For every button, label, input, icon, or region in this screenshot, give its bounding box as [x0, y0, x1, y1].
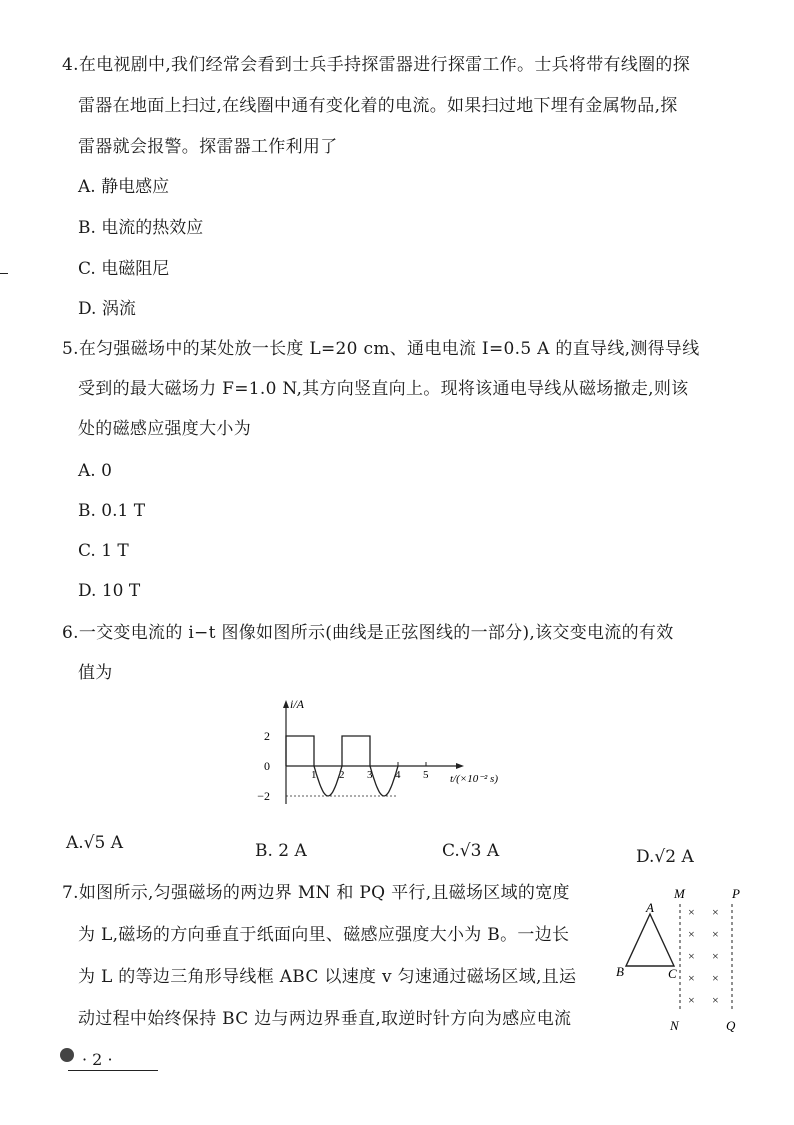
field-cross-mark: ×	[688, 905, 695, 919]
label-Q: Q	[726, 1018, 736, 1033]
field-cross-mark: ×	[712, 905, 719, 919]
footer-rule	[68, 1070, 158, 1071]
field-cross-mark: ×	[688, 971, 695, 985]
field-cross-mark: ×	[688, 949, 695, 963]
y-tick-label: 2	[264, 729, 270, 743]
q5-line-3: 处的磁感应强度大小为	[78, 419, 251, 439]
q6-option-c: C.√3 A	[442, 841, 500, 861]
q4-option-a: A. 静电感应	[78, 177, 170, 197]
q4-option-d: D. 涡流	[78, 299, 136, 319]
y-tick-label: 0	[264, 759, 270, 773]
q6-line-1: 6.一交变电流的 i−t 图像如图所示(曲线是正弦图线的一部分),该交变电流的有效	[62, 623, 674, 643]
sine-half-segment	[370, 766, 398, 796]
q4-line-2: 雷器在地面上扫过,在线圈中通有变化着的电流。如果扫过地下埋有金属物品,探	[78, 96, 678, 116]
field-cross-mark: ×	[688, 927, 695, 941]
field-cross-mark: ×	[688, 993, 695, 1007]
q4-option-b: B. 电流的热效应	[78, 218, 204, 238]
page-number: · 2 ·	[82, 1050, 113, 1069]
square-pulse-segment	[286, 736, 314, 766]
q7-line-1: 7.如图所示,匀强磁场的两边界 MN 和 PQ 平行,且磁场区域的宽度	[62, 883, 570, 903]
q6-option-b: B. 2 A	[255, 841, 307, 861]
triangle-ABC	[626, 914, 674, 966]
q7-line-3: 为 L 的等边三角形导线框 ABC 以速度 v 匀速通过磁场区域,且运	[78, 967, 577, 987]
x-tick-label: 2	[339, 769, 345, 781]
field-cross-mark: ×	[712, 949, 719, 963]
footer-logo-icon	[60, 1048, 74, 1062]
field-cross-mark: ×	[712, 927, 719, 941]
field-cross-mark: ×	[712, 971, 719, 985]
y-axis-label: i/A	[290, 697, 304, 711]
label-P: P	[732, 886, 740, 901]
y-tick-label: −2	[257, 789, 270, 803]
q6-line-2: 值为	[78, 663, 113, 683]
field-cross-mark: ×	[712, 993, 719, 1007]
q5-line-2: 受到的最大磁场力 F=1.0 N,其方向竖直向上。现将该通电导线从磁场撤走,则该	[78, 379, 689, 399]
square-pulse-segment	[342, 736, 370, 766]
label-M: M	[674, 886, 685, 901]
x-axis-arrow	[456, 763, 464, 769]
x-tick-label: 4	[395, 769, 401, 781]
current-time-chart	[250, 692, 550, 822]
sine-half-segment	[314, 766, 342, 796]
label-B: B	[616, 964, 624, 979]
margin-mark	[0, 273, 8, 274]
q4-line-1: 4.在电视剧中,我们经常会看到士兵手持探雷器进行探雷工作。士兵将带有线圈的探	[62, 55, 691, 75]
label-C: C	[668, 966, 677, 981]
q4-option-c: C. 电磁阻尼	[78, 259, 170, 279]
q5-option-a: A. 0	[78, 461, 112, 481]
q5-option-b: B. 0.1 T	[78, 501, 146, 521]
label-N: N	[670, 1018, 679, 1033]
q5-option-c: C. 1 T	[78, 541, 129, 561]
q6-option-a: A.√5 A	[66, 833, 124, 853]
x-tick-label: 5	[423, 769, 429, 781]
magnetic-field-figure	[608, 880, 758, 1040]
y-axis-arrow	[283, 700, 289, 708]
q4-line-3: 雷器就会报警。探雷器工作利用了	[78, 137, 338, 157]
x-tick-label: 3	[367, 769, 373, 781]
q5-line-1: 5.在匀强磁场中的某处放一长度 L=20 cm、通电电流 I=0.5 A 的直导线,测得导线	[62, 339, 700, 359]
q7-line-2: 为 L,磁场的方向垂直于纸面向里、磁感应强度大小为 B。一边长	[78, 925, 570, 945]
x-tick-label: 1	[311, 769, 317, 781]
q5-option-d: D. 10 T	[78, 581, 141, 601]
x-axis-label: t/(×10⁻² s)	[450, 773, 498, 785]
label-A: A	[646, 900, 654, 915]
q7-line-4: 动过程中始终保持 BC 边与两边界垂直,取逆时针方向为感应电流	[78, 1009, 572, 1029]
q6-option-d: D.√2 A	[636, 847, 694, 867]
field-crosses	[688, 905, 719, 1007]
